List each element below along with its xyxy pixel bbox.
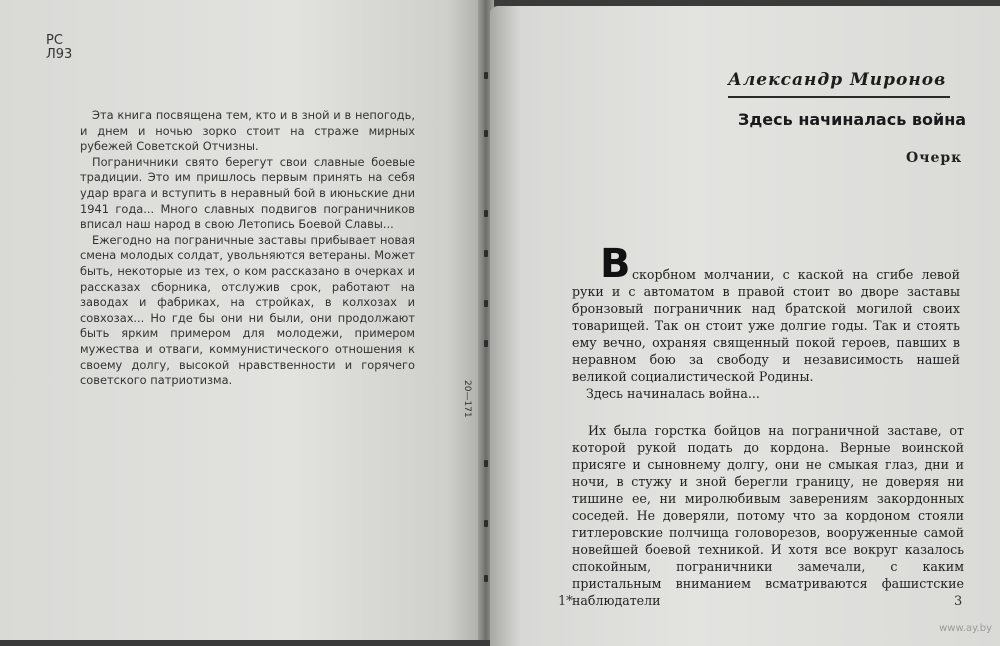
page-number: 3 <box>954 594 963 609</box>
left-page <box>0 0 486 640</box>
binding-stitch <box>484 72 488 79</box>
binding-stitch <box>484 460 488 467</box>
folio-signature: 1* <box>558 594 573 609</box>
binding-stitch <box>484 520 488 527</box>
watermark: www.ay.by <box>939 623 992 634</box>
binding-stitch <box>484 210 488 217</box>
intro-paragraph: Эта книга посвящена тем, кто и в зной и в непогодь, и днем и ночью зорко стоит на страже мирных рубежей Советской Отчизны. <box>80 108 415 154</box>
intro-paragraph: Ежегодно на пограничные заставы прибывает новая смена молодых солдат, увольняются ветераны. Может быть, некоторые из тех, о ком рассказано в очерках и рассказах сборника, отслужив срок, работают на заводах и фабриках, на стройках, в колхозах и совхозах... Но где бы они ни были, они продолжают быть ярким примером для молодежи, примером мужества и отваги, коммунистического отношения к своему долгу, высокой нравственности и горячего советского патриотизма. <box>80 232 415 388</box>
body-paragraph: Их была горстка бойцов на пограничной заставе, от которой рукой подать до кордона. Верные воинской присяге и сыновнему долгу, они не смыкая глаз, дни и ночи, в стужу и зной берегли границу, не доверяя ни тишине ее, ни миролюбивым заверениям закордонных соседей. Не доверяли, потому что за кордоном стояли гитлеровские полчища головорезов, вооруженные самой новейшей боевой техникой. И хотя все вокруг казалось спокойным, пограничники замечали, с каким пристальным вниманием всматриваются фашистские наблюдатели <box>572 423 964 608</box>
binding-stitch <box>484 300 488 307</box>
chapter-title: Здесь начиналась война <box>738 110 967 129</box>
author-name: Александр Миронов <box>728 70 947 90</box>
binding-stitch <box>484 575 488 582</box>
binding-stitch <box>484 340 488 347</box>
drop-cap: В <box>600 241 631 287</box>
intro-text <box>80 108 415 389</box>
title-rule <box>728 96 950 98</box>
binding-stitch <box>484 250 488 257</box>
binding-stitch <box>484 130 488 137</box>
body-paragraph: скорбном молчании, с каской на сгибе левой руки и с автоматом в правой стоит во дворе заставы бронзовый пограничник над братской могилой своих товарищей. Так он стоит уже долгие годы. Так и стоять ему вечно, охраняя священный покой героев, павших в неравном бою за свободу и независимость нашей великой социалистической Родины. <box>572 267 960 384</box>
main-text <box>572 422 964 609</box>
genre-label: Очерк <box>906 150 963 166</box>
gutter-signature: 20—171 <box>462 380 472 418</box>
opening-text <box>572 266 960 402</box>
body-paragraph: Здесь начиналась война... <box>586 386 760 401</box>
library-code: РС Л93 <box>46 33 73 62</box>
intro-paragraph: Пограничники свято берегут свои славные боевые традиции. Это им пришлось первым принять на себя удар врага и вступить в неравный бой в июньские дни 1941 года... Много славных подвигов пограничников вписал наш народ в свою Летопись Боевой Славы... <box>80 154 415 232</box>
